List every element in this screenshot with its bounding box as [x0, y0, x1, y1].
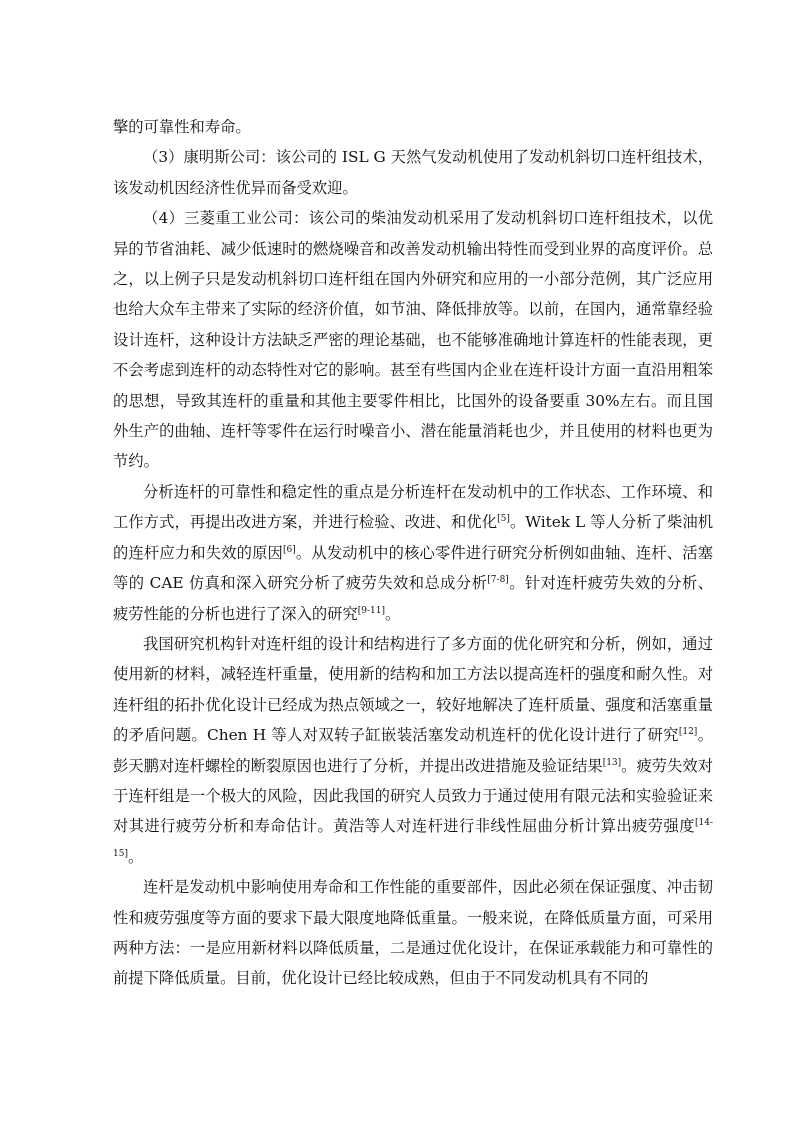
body-paragraph	[113, 112, 713, 142]
citation-ref: [12]	[678, 727, 698, 738]
citation-ref: [13]	[602, 757, 622, 768]
citation-ref: [14-15]	[113, 818, 713, 859]
body-paragraph	[113, 872, 713, 994]
text-run: 。疲劳失效对于连杆组是一个极大的风险，因此我国的研究人员致力于通过使用有限元法和实验验证来对其进行疲劳分析和寿命估计。黄浩等人对连杆进行非线性屈曲分析计算出疲劳强度	[113, 756, 713, 836]
document-page	[113, 112, 713, 994]
citation-ref: [5]	[497, 514, 510, 525]
text-run: 。	[127, 847, 144, 866]
text-run: （4）三菱重工业公司：该公司的柴油发动机采用了发动机斜切口连杆组技术，以优异的节省油耗、减少低速时的燃烧噪音和改善发动机输出特性而受到业界的高度评价。总之，以上例子只是发动机斜切口连杆组在国内外研究和应用的一小部分范例，其广泛应用也给大众车主带来了实际的经济价值，如节油、降低排放等。以前，在国内，通常靠经验设计连杆，这种设计方法缺乏严密的理论基础，也不能够准确地计算连杆的性能表现，更不会考虑到连杆的动态特性对它的影响。甚至有些国内企业在连杆设计方面一直沿用粗笨的思想，导致其连杆的重量和其他主要零件相比，比国外的设备要重 30%左右。而且国外生产的曲轴、连杆等零件在运行时噪音小、潜在能量消耗也少，并且使用的材料也更为节约。	[113, 209, 713, 471]
text-run: 连杆是发动机中影响使用寿命和工作性能的重要部件，因此必须在保证强度、冲击韧性和疲劳强度等方面的要求下最大限度地降低重量。一般来说，在降低质量方面，可采用两种方法：一是应用新材料以降低质量，二是通过优化设计，在保证承载能力和可靠性的前提下降低质量。目前，优化设计已经比较成熟，但由于不同发动机具有不同的	[113, 878, 713, 988]
body-paragraph	[113, 203, 713, 477]
citation-ref: [6]	[283, 544, 296, 555]
text-run: （3）康明斯公司：该公司的 ISL G 天然气发动机使用了发动机斜切口连杆组技术，该发动机因经济性优异而备受欢迎。	[113, 148, 713, 197]
body-paragraph	[113, 477, 713, 629]
citation-ref: [9-11]	[357, 605, 386, 616]
text-run: 。彭天鹏对连杆螺栓的断裂原因也进行了分析，并提出改进措施及验证结果	[113, 726, 713, 775]
body-paragraph	[113, 629, 713, 872]
text-run: 。	[385, 604, 401, 623]
text-run: 擎的可靠性和寿命。	[113, 118, 251, 136]
body-paragraph	[113, 142, 713, 203]
text-run: 我国研究机构针对连杆组的设计和结构进行了多方面的优化研究和分析，例如，通过使用新的材料，减轻连杆重量，使用新的结构和加工方法以提高连杆的强度和耐久性。对连杆组的拓扑优化设计已经成为热点领域之一，较好地解决了连杆质量、强度和活塞重量的矛盾问题。Chen H 等人对双转子缸嵌装活塞发动机连杆的优化设计进行了研究	[113, 634, 713, 745]
text-run: 。从发动机中的核心零件进行研究分析例如曲轴、连杆、活塞等的 CAE 仿真和深入研究分析了疲劳失效和总成分析	[113, 543, 713, 593]
text-run: 。Witek L 等人分析了柴油机的连杆应力和失效的原因	[113, 513, 713, 562]
text-run: 分析连杆的可靠性和稳定性的重点是分析连杆在发动机中的工作状态、工作环境、和工作方式，再提出改进方案，并进行检验、改进、和优化	[113, 482, 713, 532]
citation-ref: [7-8]	[487, 575, 509, 586]
text-run: 。针对连杆疲劳失效的分析、疲劳性能的分析也进行了深入的研究	[113, 574, 713, 623]
